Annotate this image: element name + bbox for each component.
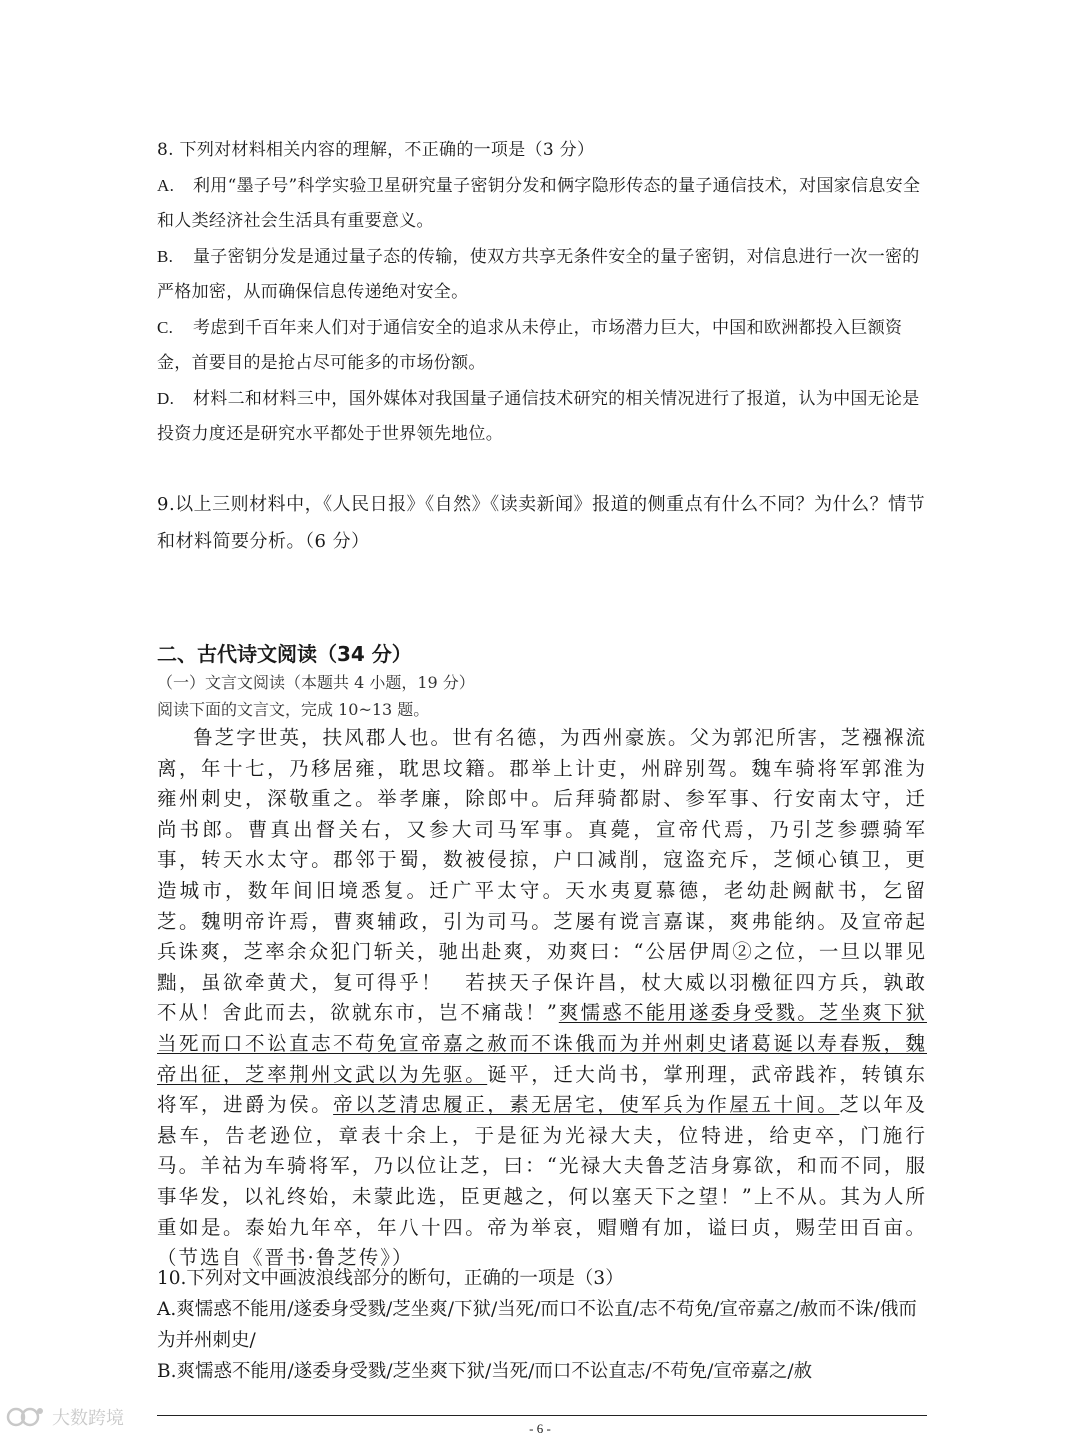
question-10: [157, 1263, 927, 1387]
option-text: 利用“墨子号”科学实验卫星研究量子密钥分发和俩字隐形传态的量子通信技术，对国家信息安全和人类经济社会生活具有重要意义。: [157, 176, 921, 231]
passage-wavy-underlined: 爽懦惑不能用遂委身受戮。芝坐爽下狱当死而口不讼直志不苟免宣帝嘉之赦而不诛俄而为并州刺史诸葛诞以寿春叛，魏帝出征，芝率荆州文武以为先驱。: [157, 1001, 927, 1086]
passage-part-2: 诞平，迁大尚书，掌刑理，武帝践祚，转镇东将军，进爵为侯。: [157, 1062, 927, 1117]
watermark: [6, 1404, 124, 1430]
watermark-logo-icon: [6, 1404, 46, 1430]
passage-part-3: 芝以年及悬车，告老逊位，章表十余上，于是征为光禄大夫，位特进，给吏卒，门施行马。羊祜为车骑将军，乃以位让芝，曰：“光禄大夫鲁芝洁身寡欲，和而不同，服事华发，以礼终始，未蒙此选，臣更越之，何以塞天下之望！”上不从。其为人所重如是。泰始九年卒，年八十四。帝为举哀，赗赠有加，谥曰贞，赐茔田百亩。（节选自《晋书·鲁芝传》）: [157, 1093, 927, 1270]
option-b: [157, 239, 927, 310]
passage-part-1: 鲁芝字世英，扶风郡人也。世有名德，为西州豪族。父为郭汜所害，芝襁褓流离，年十七，乃移居雍，耽思坟籍。郡举上计吏，州辟别驾。魏车骑将军郭淮为雍州刺史，深敬重之。举孝廉，除郎中。后拜骑都尉、参军事、行安南太守，迁尚书郎。曹真出督关右，又参大司马军事。真薨，宣帝代焉，乃引芝参骠骑军事，转天水太守。郡邻于蜀，数被侵掠，户口减削，寇盗充斥，芝倾心镇卫，更造城市，数年间旧境悉复。迁广平太守。天水夷夏慕德，老幼赴阙献书，乞留芝。魏明帝许焉，曹爽辅政，引为司马。芝屡有谠言嘉谋，爽弗能纳。及宣帝起兵诛爽，芝率余众犯门斩关，驰出赴爽，劝爽曰：“公居伊周②之位，一旦以罪见黜，虽欲牵黄犬，复可得乎！ 若挟天子保许昌，杖大威以羽檄征四方兵，孰敢不从！舍此而去，欲就东市，岂不痛哉！”: [157, 726, 927, 1025]
section-2: [157, 639, 927, 1274]
passage-underlined-sentence: 帝以芝清忠履正，素无居宅，使军兵为作屋五十间。: [333, 1093, 840, 1117]
option-text: 材料二和材料三中，国外媒体对我国量子通信技术研究的相关情况进行了报道，认为中国无论是投资力度还是研究水平都处于世界领先地位。: [157, 389, 920, 444]
classical-passage: [157, 723, 927, 1274]
section-subtitle: （一）文言文阅读（本题共 4 小题，19 分）: [157, 673, 475, 692]
watermark-text: 大数跨境: [52, 1408, 124, 1429]
question-8-stem: 8. 下列对材料相关内容的理解，不正确的一项是（3 分）: [157, 140, 595, 160]
question-9-text: 9.以上三则材料中，《人民日报》《自然》《读卖新闻》报道的侧重点有什么不同？为什么？情节和材料简要分析。（6 分）: [157, 494, 926, 552]
option-a: [157, 168, 927, 239]
option-d: [157, 381, 927, 452]
option-label: D.: [157, 389, 175, 408]
option-text: 量子密钥分发是通过量子态的传输，使双方共享无条件安全的量子密钥，对信息进行一次一密的严格加密，从而确保信息传递绝对安全。: [157, 247, 920, 302]
option-text: 考虑到千百年来人们对于通信安全的追求从未停止，市场潜力巨大，中国和欧洲都投入巨额资金，首要目的是抢占尽可能多的市场份额。: [157, 318, 903, 373]
option-c: [157, 310, 927, 381]
question-10-option-a: A.爽懦惑不能用/遂委身受戮/芝坐爽/下狱/当死/而口不讼直/志不苟免/宣帝嘉之/赦而不诛/俄而为并州刺史/: [157, 1299, 917, 1351]
section-title: 二、古代诗文阅读（34 分）: [157, 642, 412, 666]
question-10-stem: 10.下列对文中画波浪线部分的断句，正确的一项是（3）: [157, 1268, 624, 1289]
question-10-option-b: B.爽懦惑不能用/遂委身受戮/芝坐爽下狱/当死/而口不讼直志/不苟免/宣帝嘉之/赦: [157, 1361, 813, 1382]
option-label: C.: [157, 318, 174, 337]
option-label: B.: [157, 247, 174, 266]
page-number: - 6 -: [529, 1421, 551, 1436]
question-9: [157, 486, 927, 560]
question-8: [157, 133, 927, 452]
section-instruction: 阅读下面的文言文，完成 10~13 题。: [157, 700, 430, 719]
option-label: A.: [157, 176, 175, 195]
footer-divider: [157, 1415, 927, 1416]
